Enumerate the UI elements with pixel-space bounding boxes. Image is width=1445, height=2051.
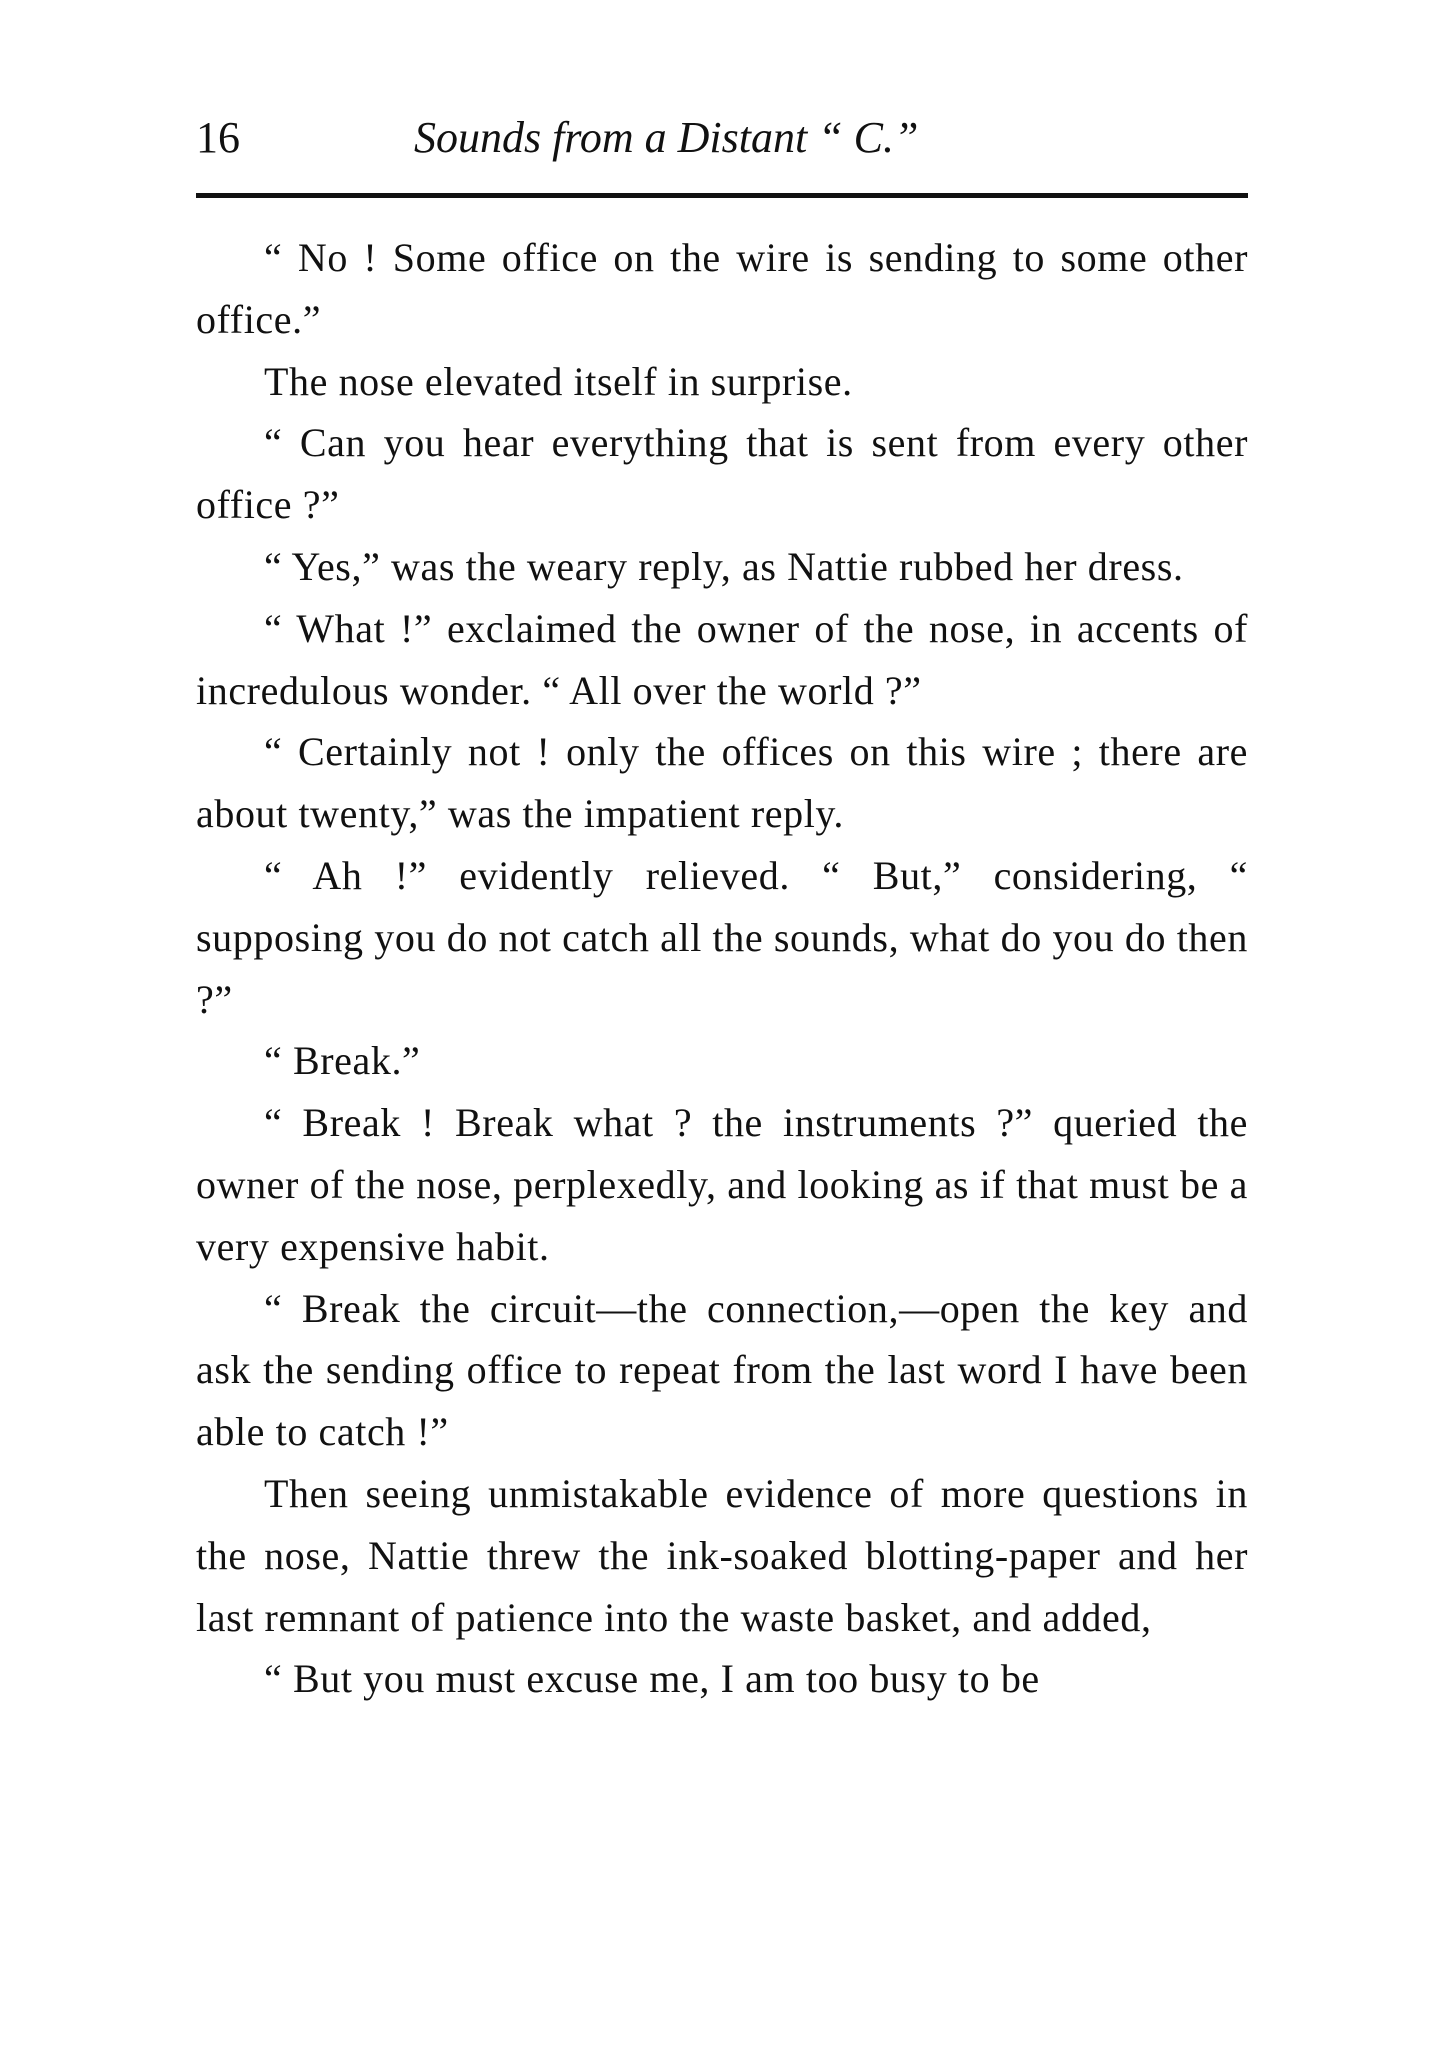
paragraph: “ Break the circuit—the connection,—open the key and ask the sending office to repeat from the last word I have been able to catch !” <box>196 1285 1248 1455</box>
paragraph: “ But you must excuse me, I am too busy to be <box>264 1656 1040 1702</box>
paragraph: “ Yes,” was the weary reply, as Nattie rubbed her dress. <box>264 543 1184 589</box>
paragraph: “ What !” exclaimed the owner of the nose, in accents of incredulous wonder. “ All over the world ?” <box>196 605 1248 713</box>
body-text <box>196 227 1248 1710</box>
header-rule <box>196 193 1248 198</box>
paragraph: “ Ah !” evidently relieved. “ But,” considering, “ supposing you do not catch all the sounds, what do you do then ?” <box>196 852 1248 1022</box>
paragraph: “ Break.” <box>264 1038 421 1084</box>
running-header <box>196 108 1248 168</box>
paragraph: “ Certainly not ! only the offices on this wire ; there are about twenty,” was the impatient reply. <box>196 729 1248 837</box>
paragraph: “ No ! Some office on the wire is sending to some other office.” <box>196 235 1248 342</box>
paragraph: Then seeing unmistakable evidence of more questions in the nose, Nattie threw the ink-soaked blotting-paper and her last remnant of patience into the waste basket, and added, <box>196 1470 1248 1640</box>
page-number: 16 <box>196 113 240 162</box>
paragraph: The nose elevated itself in surprise. <box>264 358 853 404</box>
paragraph: “ Can you hear everything that is sent from every other office ?” <box>196 420 1248 528</box>
running-title: Sounds from a Distant “ C.” <box>414 113 919 162</box>
paragraph: “ Break ! Break what ? the instruments ?” queried the owner of the nose, perplexedly, and looking as if that must be a very expensive habit. <box>196 1100 1248 1269</box>
